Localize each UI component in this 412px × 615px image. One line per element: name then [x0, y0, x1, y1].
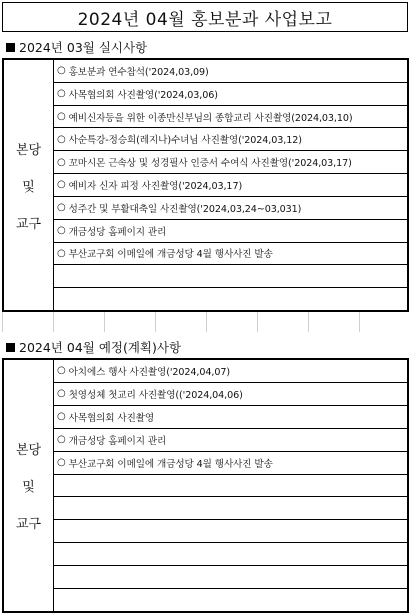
- table-row: [54, 151, 407, 174]
- category-label: [4, 60, 54, 310]
- label-line: 교구: [15, 216, 42, 232]
- section-heading-text: 2024년 03월 실시사항: [19, 40, 148, 55]
- row-text: 사목협의회 사진촬영: [68, 412, 155, 424]
- circle-bullet-icon: ○: [57, 365, 66, 377]
- table-row: [54, 128, 407, 151]
- section-table-march: [2, 58, 409, 312]
- table-row: [54, 383, 407, 406]
- label-line: 및: [22, 179, 35, 195]
- circle-bullet-icon: ○: [57, 65, 66, 77]
- circle-bullet-icon: ○: [57, 388, 66, 400]
- row-text: 홍보분과 연수참석('2024,03,09): [68, 66, 209, 78]
- table-row: [54, 566, 407, 589]
- table-row: [54, 589, 407, 611]
- table-row: [54, 288, 407, 310]
- category-label: [4, 360, 54, 611]
- row-text: 개금성당 홈페이지 관리: [68, 226, 167, 238]
- table-row: [54, 429, 407, 452]
- section-heading-april: [6, 338, 181, 356]
- row-text: 첫영성체 첫교리 사진촬영(('2024,04,06): [68, 389, 243, 401]
- row-text: 성주간 및 부활대축일 사진촬영('2024,03,24~03,031): [68, 203, 302, 215]
- document-title: 2024년 04월 홍보분과 사업보고: [2, 2, 408, 32]
- table-row: [54, 106, 407, 129]
- circle-bullet-icon: ○: [57, 156, 66, 168]
- row-text: 개금성당 홈페이지 관리: [68, 435, 167, 447]
- circle-bullet-icon: ○: [57, 247, 66, 259]
- square-bullet-icon: [6, 343, 15, 352]
- label-line: 본당: [15, 443, 42, 458]
- square-bullet-icon: [6, 43, 15, 52]
- table-row: [54, 360, 407, 383]
- row-text: 부산교구회 이메일에 개금성당 4월 행사사진 발송: [68, 249, 273, 261]
- section-heading-text: 2024년 04월 예정(계획)사항: [19, 340, 182, 355]
- table-row: [54, 197, 407, 220]
- row-text: 부산교구회 이메일에 개금성당 4월 행사사진 발송: [68, 458, 273, 470]
- table-row: [54, 452, 407, 475]
- label-line: 교구: [15, 517, 42, 532]
- row-text: 아치에스 행사 사진촬영('2024,04,07): [68, 366, 230, 378]
- table-row: [54, 475, 407, 498]
- row-text: 사순특강-정승희(레지나)수녀님 사진촬영('2024,03,12): [68, 135, 302, 147]
- table-row: [54, 406, 407, 429]
- table-row: [54, 83, 407, 106]
- table-row: [54, 265, 407, 288]
- section-table-april: [2, 358, 409, 613]
- circle-bullet-icon: ○: [57, 179, 66, 191]
- row-text: 꼬마시몬 근속상 및 성경필사 인증서 수여식 사진촬영('2024,03,17): [68, 158, 352, 170]
- table-row: [54, 174, 407, 197]
- label-line: 및: [22, 480, 35, 495]
- table-row: [54, 220, 407, 243]
- divider: [2, 312, 409, 332]
- circle-bullet-icon: ○: [57, 411, 66, 423]
- item-list: [54, 360, 407, 611]
- row-text: 예비신자등을 위한 이종만신부님의 종합교리 사진촬영(2024,03,10): [68, 112, 353, 124]
- table-row: [54, 497, 407, 520]
- circle-bullet-icon: ○: [57, 457, 66, 469]
- row-text: 사목협의회 사진촬영('2024,03,06): [68, 89, 218, 101]
- table-row: [54, 243, 407, 266]
- circle-bullet-icon: ○: [57, 225, 66, 237]
- circle-bullet-icon: ○: [57, 434, 66, 446]
- section-heading-march: [6, 38, 147, 56]
- table-row: [54, 60, 407, 83]
- circle-bullet-icon: ○: [57, 133, 66, 145]
- row-text: 예비자 신자 피정 사진촬영('2024,03,17): [68, 180, 243, 192]
- table-row: [54, 520, 407, 543]
- circle-bullet-icon: ○: [57, 202, 66, 214]
- table-row: [54, 543, 407, 566]
- label-line: 본당: [15, 142, 42, 158]
- circle-bullet-icon: ○: [57, 111, 66, 123]
- circle-bullet-icon: ○: [57, 88, 66, 100]
- item-list: [54, 60, 407, 310]
